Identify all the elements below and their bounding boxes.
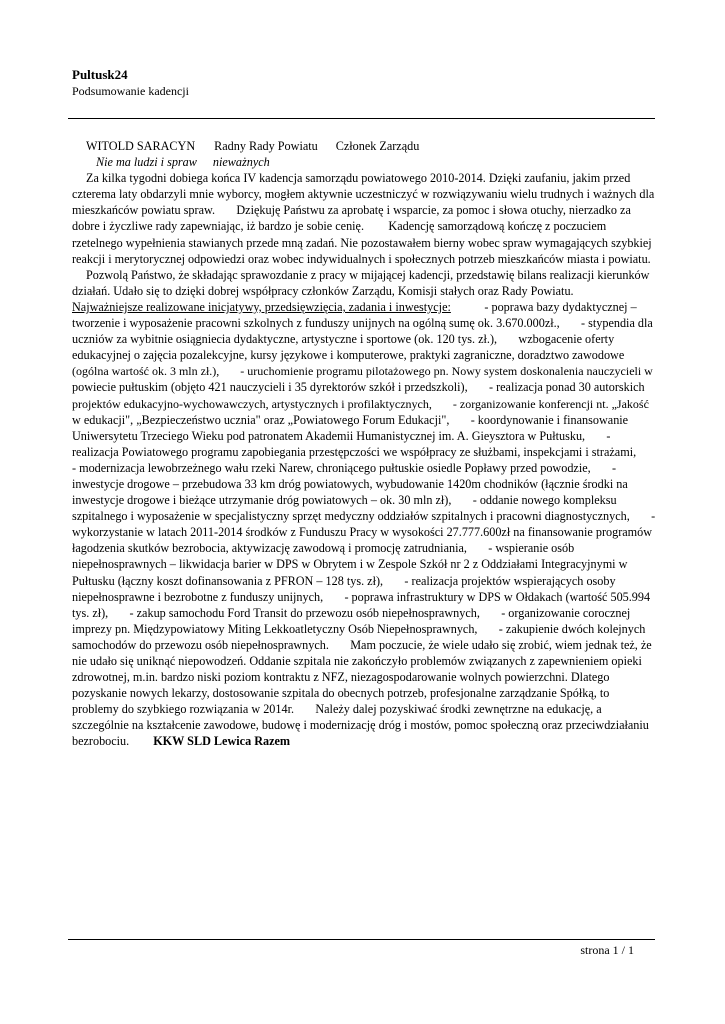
paragraph-line: wykorzystanie w latach 2011-2014 środków z Funduszu Pracy w wysokości 27.777.600zł na finansowanie programów	[72, 525, 653, 540]
author-name: WITOLD SARACYN	[86, 139, 196, 153]
paragraph-line: działań. Udało się to dzięki dobrej współpracy członków Zarządu, Komisji stałych oraz Rady Powiatu.	[72, 283, 574, 298]
paragraph-line: - modernizacja lewobrzeżnego wału rzeki Narew, chroniącego pułtuskie osiedle Popławy przed powodzie, -	[72, 460, 617, 475]
motto-part2: nieważnych	[212, 155, 270, 170]
paragraph-line: nie udało się uniknąć niepowodzeń. Oddanie szpitala nie zakończyło problemów związanych z zapewnieniem opieki	[72, 654, 642, 668]
paragraph-line: (ogólna wartość ok. 3 mln zł.), - uruchomienie programu pilotażowego pn. Nowy system doskonalenia nauczycieli w	[72, 364, 653, 379]
author-position: Członek Zarządu	[335, 139, 420, 153]
page-subtitle: Podsumowanie kadencji	[72, 84, 189, 98]
paragraph-line: imprezy pn. Międzypowiatowy Miting Lekkoatletyczny Osób Niepełnosprawnych, - zakupienie dwóch kolejnych	[72, 621, 646, 636]
author-role: Radny Rady Powiatu	[214, 139, 318, 153]
paragraph-line: Uniwersytetu Trzeciego Wieku pod patronatem Akademii Humanistycznej im. A. Gieysztora w Pułtusku, -	[72, 428, 611, 443]
paragraph-line: rzetelnego wypełnienia stawianych przede mną zadań. Nie pozostawałem bierny wobec spraw wymagających szybkiej	[72, 235, 652, 250]
list-item: - poprawa bazy dydaktycznej –	[450, 299, 637, 314]
paragraph-line: tworzenie i wyposażenie pracowni szkolnych z funduszy unijnych na ogólną sumę ok. 3.670.000zł., - stypendia dla	[72, 316, 653, 331]
footer-divider	[68, 939, 655, 940]
paragraph-line: edukacyjnej o zajęcia pozalekcyjne, kursy językowe i komputerowe, praktyki zagraniczne, doradztwo zawodowe	[72, 348, 625, 363]
site-title: Pultusk24	[72, 67, 128, 82]
section-heading: Najważniejsze realizowane inicjatywy, przedsięwzięcia, zadania i inwestycje:	[72, 299, 451, 314]
paragraph-line: w edukacji", „Bezpieczeństwo ucznia" oraz „Powiatowego Forum Edukacji", - koordynowanie i finansowanie	[72, 412, 629, 427]
paragraph-line	[72, 299, 657, 315]
paragraph-line: zdrowotnej, m.in. bardzo niski poziom kontraktu z NFZ, niezagospodarowanie wolnych powierzchni. Dlatego	[72, 670, 610, 685]
motto-line	[72, 154, 657, 170]
page-number: strona 1 / 1	[580, 943, 634, 957]
paragraph-line: czterema laty obdarzyli mnie wyborcy, mogłem aktywnie uczestniczyć w rozwiązywaniu wielu trudnych i ważnych dla	[72, 187, 655, 202]
paragraph-line: mieszkańców powiatu spraw. Dziękuję Państwu za aprobatę i wsparcie, za pomoc i słowa otuchy, nierzadko za	[72, 203, 631, 218]
paragraph-line: powiecie pułtuskim (objęto 421 nauczycieli i 35 dyrektorów szkół i przedszkoli), - realizacja ponad 30 autorskich	[72, 380, 645, 395]
paragraph-line: reakcji i merytorycznej odpowiedzi oraz wobec indywidualnych i społecznych potrzeb mieszkańców miasta i powiatu.	[72, 251, 651, 266]
paragraph-line: projektów edukacyjno-wychowawczych, artystycznych i profilaktycznych, - zorganizowanie konferencji nt. „Jakość	[72, 396, 649, 411]
paragraph-line: inwestycje drogowe i bieżące utrzymanie dróg powiatowych – ok. 30 mln zł), - oddanie nowego kompleksu	[72, 493, 617, 508]
paragraph-line: dobre i życzliwe rady zapewniając, iż bardzo je sobie cenię. Kadencję samorządową kończę z poczuciem	[72, 219, 607, 234]
paragraph-line: niepełnosprawne i bezrobotne z funduszy unijnych, - poprawa infrastruktury w DPS w Ołdakach (wartość 505.994	[72, 589, 651, 604]
paragraph-line: pozyskanie nowych lekarzy, dostosowanie szpitala do obecnych potrzeb, profesjonalne zarządzanie Spółką, to	[72, 686, 610, 701]
paragraph-line: Za kilka tygodni dobiega końca IV kadencja samorządu powiatowego 2010-2014. Dzięki zaufaniu, jakim przed	[86, 171, 631, 186]
header-divider	[68, 118, 655, 119]
closing-word: bezrobociu.	[72, 734, 130, 749]
paragraph-line: szpitalnego i wyposażenie w specjalistyczny sprzęt medyczny oddziałów szpitalnych i pracowni diagnostycznych, -	[72, 509, 656, 524]
paragraph-line: samochodów do przewozu osób niepełnosprawnych. Mam poczucie, że wiele udało się zrobić, wiem jednak też, że	[72, 637, 652, 652]
paragraph-line: Pułtusku (łączny koszt dofinansowania z PFRON – 128 tys. zł), - realizacja projektów wspierających osoby	[72, 573, 616, 588]
paragraph-line: Pozwolą Państwo, że składając sprawozdanie z pracy w mijającej kadencji, przedstawię bilans realizacji kierunków	[86, 267, 650, 282]
author-line	[72, 138, 657, 154]
paragraph-line: niepełnosprawnych – likwidacja barier w DPS w Obrytem i w Zespole Szkół nr 2 z Oddziałami Integracyjnymi w	[72, 557, 628, 572]
paragraph-line	[72, 733, 657, 749]
paragraph-line: uczniów za wybitnie osiągniecia dydaktyczne, artystyczne i sportowe (ok. 120 tys. zł.), wzbogacenie oferty	[72, 332, 615, 347]
paragraph-line: szczególnie na kształcenie zawodowe, budowę i modernizację dróg i mostów, pomoc społeczną oraz przeciwdziałaniu	[72, 718, 649, 733]
signature: KKW SLD Lewica Razem	[153, 734, 291, 749]
paragraph-line: realizacja Powiatowego programu zapobiegania przestępczości we współpracy ze służbami, inspekcjami i strażami,	[72, 444, 637, 459]
article-body	[72, 138, 657, 750]
paragraph-line: inwestycje drogowe – przebudowa 33 km dróg powiatowych, wybudowanie 1420m chodników (łącznie środki na	[72, 476, 628, 491]
motto-part1: Nie ma ludzi i spraw	[96, 155, 197, 170]
paragraph-line: tys. zł), - zakup samochodu Ford Transit do przewozu osób niepełnosprawnych, - organizowanie corocznej	[72, 605, 631, 620]
paragraph-line: łagodzenia skutków bezrobocia, aktywizację zawodową i promocję zatrudniania, - wspieranie osób	[72, 541, 575, 556]
paragraph-line: problemy do szybkiego rozwiązania w 2014r. Należy dalej pozyskiwać środki zewnętrzne na edukację, a	[72, 702, 602, 717]
